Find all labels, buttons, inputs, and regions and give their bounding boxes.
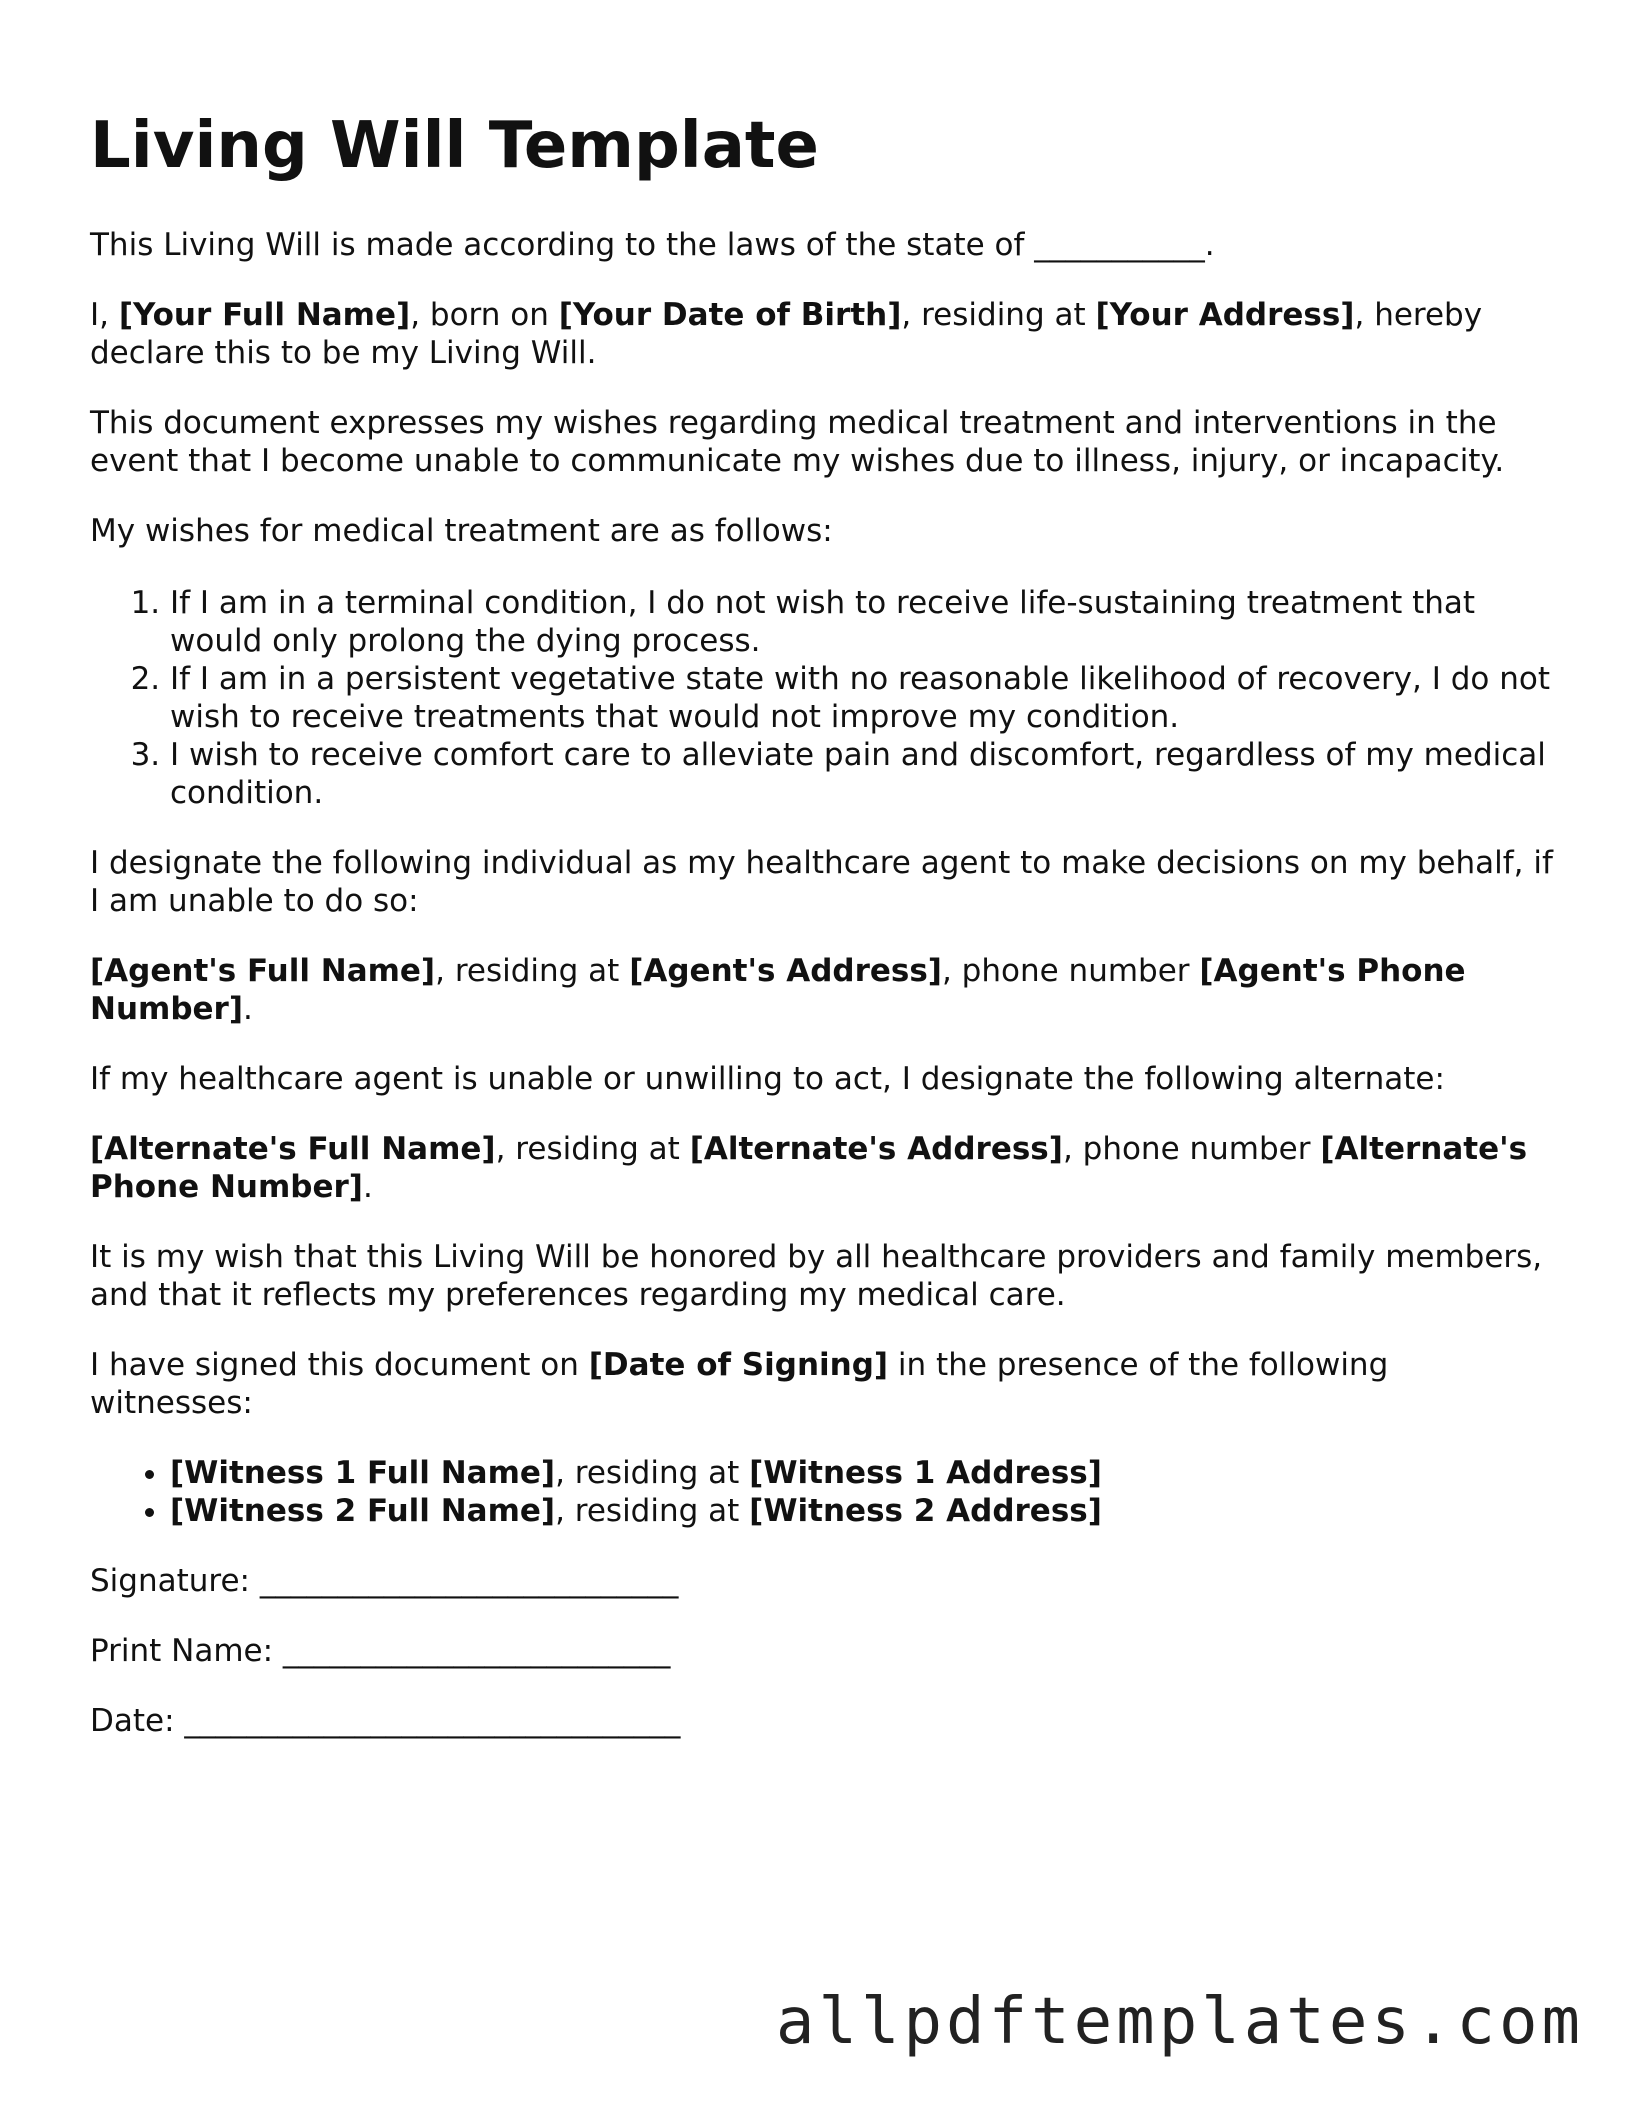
agent-intro-paragraph: I designate the following individual as my healthcare agent to make decisions on my behalf, if I am unable to do so: [90,844,1553,919]
page-title: Living Will Template [90,109,819,183]
state-blank: ___________. [1034,226,1215,263]
wishes-heading: My wishes for medical treatment are as follows: [90,512,833,549]
full-name-placeholder: [Your Full Name] [118,296,411,333]
signing-paragraph: I have signed this document on [Date of Signing] in the presence of the following witnesses: [90,1346,1389,1421]
wishes-list [90,584,1560,812]
signing-date-placeholder: [Date of Signing] [588,1346,889,1383]
purpose-paragraph: This document expresses my wishes regarding medical treatment and interventions in the event that I become unable to communicate my wishes due to illness, injury, or incapacity. [90,404,1505,479]
declaration-paragraph: I, [Your Full Name], born on [Your Date of Birth], residing at [Your Address], hereby declare this to be my Living Will. [90,296,1483,371]
watermark: allpdftemplates.com [775,1985,1584,2059]
document [90,110,1560,1772]
agent-paragraph: [Agent's Full Name], residing at [Agent's Address], phone number [Agent's Phone Number]. [90,952,1466,1027]
alternate-phone-placeholder: [Alternate's Phone Number] [90,1130,1528,1205]
agent-address-placeholder: [Agent's Address] [629,952,942,989]
signature-line: Signature: ___________________________ [90,1562,679,1599]
alternate-address-placeholder: [Alternate's Address] [689,1130,1063,1167]
list-item: 1. If I am in a terminal condition, I do not wish to receive life-sustaining treatment that would only prolong the dying process. [170,584,1560,660]
witness-list [90,1454,1560,1530]
list-item: 2. If I am in a persistent vegetative state with no reasonable likelihood of recovery, I do not wish to receive treatments that would not improve my condition. [170,660,1560,736]
list-item: • [Witness 1 Full Name], residing at [Witness 1 Address] [170,1454,1560,1492]
agent-phone-placeholder: [Agent's Phone Number] [90,952,1466,1027]
alternate-intro-paragraph: If my healthcare agent is unable or unwilling to act, I designate the following alternate: [90,1060,1445,1097]
address-placeholder: [Your Address] [1095,296,1355,333]
date-line: Date: ________________________________ [90,1702,681,1739]
intro-paragraph: This Living Will is made according to the laws of the state of ___________. [90,226,1215,263]
print-name-line: Print Name: _________________________ [90,1632,671,1669]
honor-paragraph: It is my wish that this Living Will be honored by all healthcare providers and family members, and that it reflects my preferences regarding my medical care. [90,1238,1543,1313]
agent-name-placeholder: [Agent's Full Name] [90,952,436,989]
alternate-name-placeholder: [Alternate's Full Name] [90,1130,496,1167]
list-item: • [Witness 2 Full Name], residing at [Witness 2 Address] [170,1492,1560,1530]
list-item: 3. I wish to receive comfort care to alleviate pain and discomfort, regardless of my medical condition. [170,736,1560,812]
alternate-paragraph: [Alternate's Full Name], residing at [Alternate's Address], phone number [Alternate's Phone Number]. [90,1130,1528,1205]
dob-placeholder: [Your Date of Birth] [558,296,902,333]
